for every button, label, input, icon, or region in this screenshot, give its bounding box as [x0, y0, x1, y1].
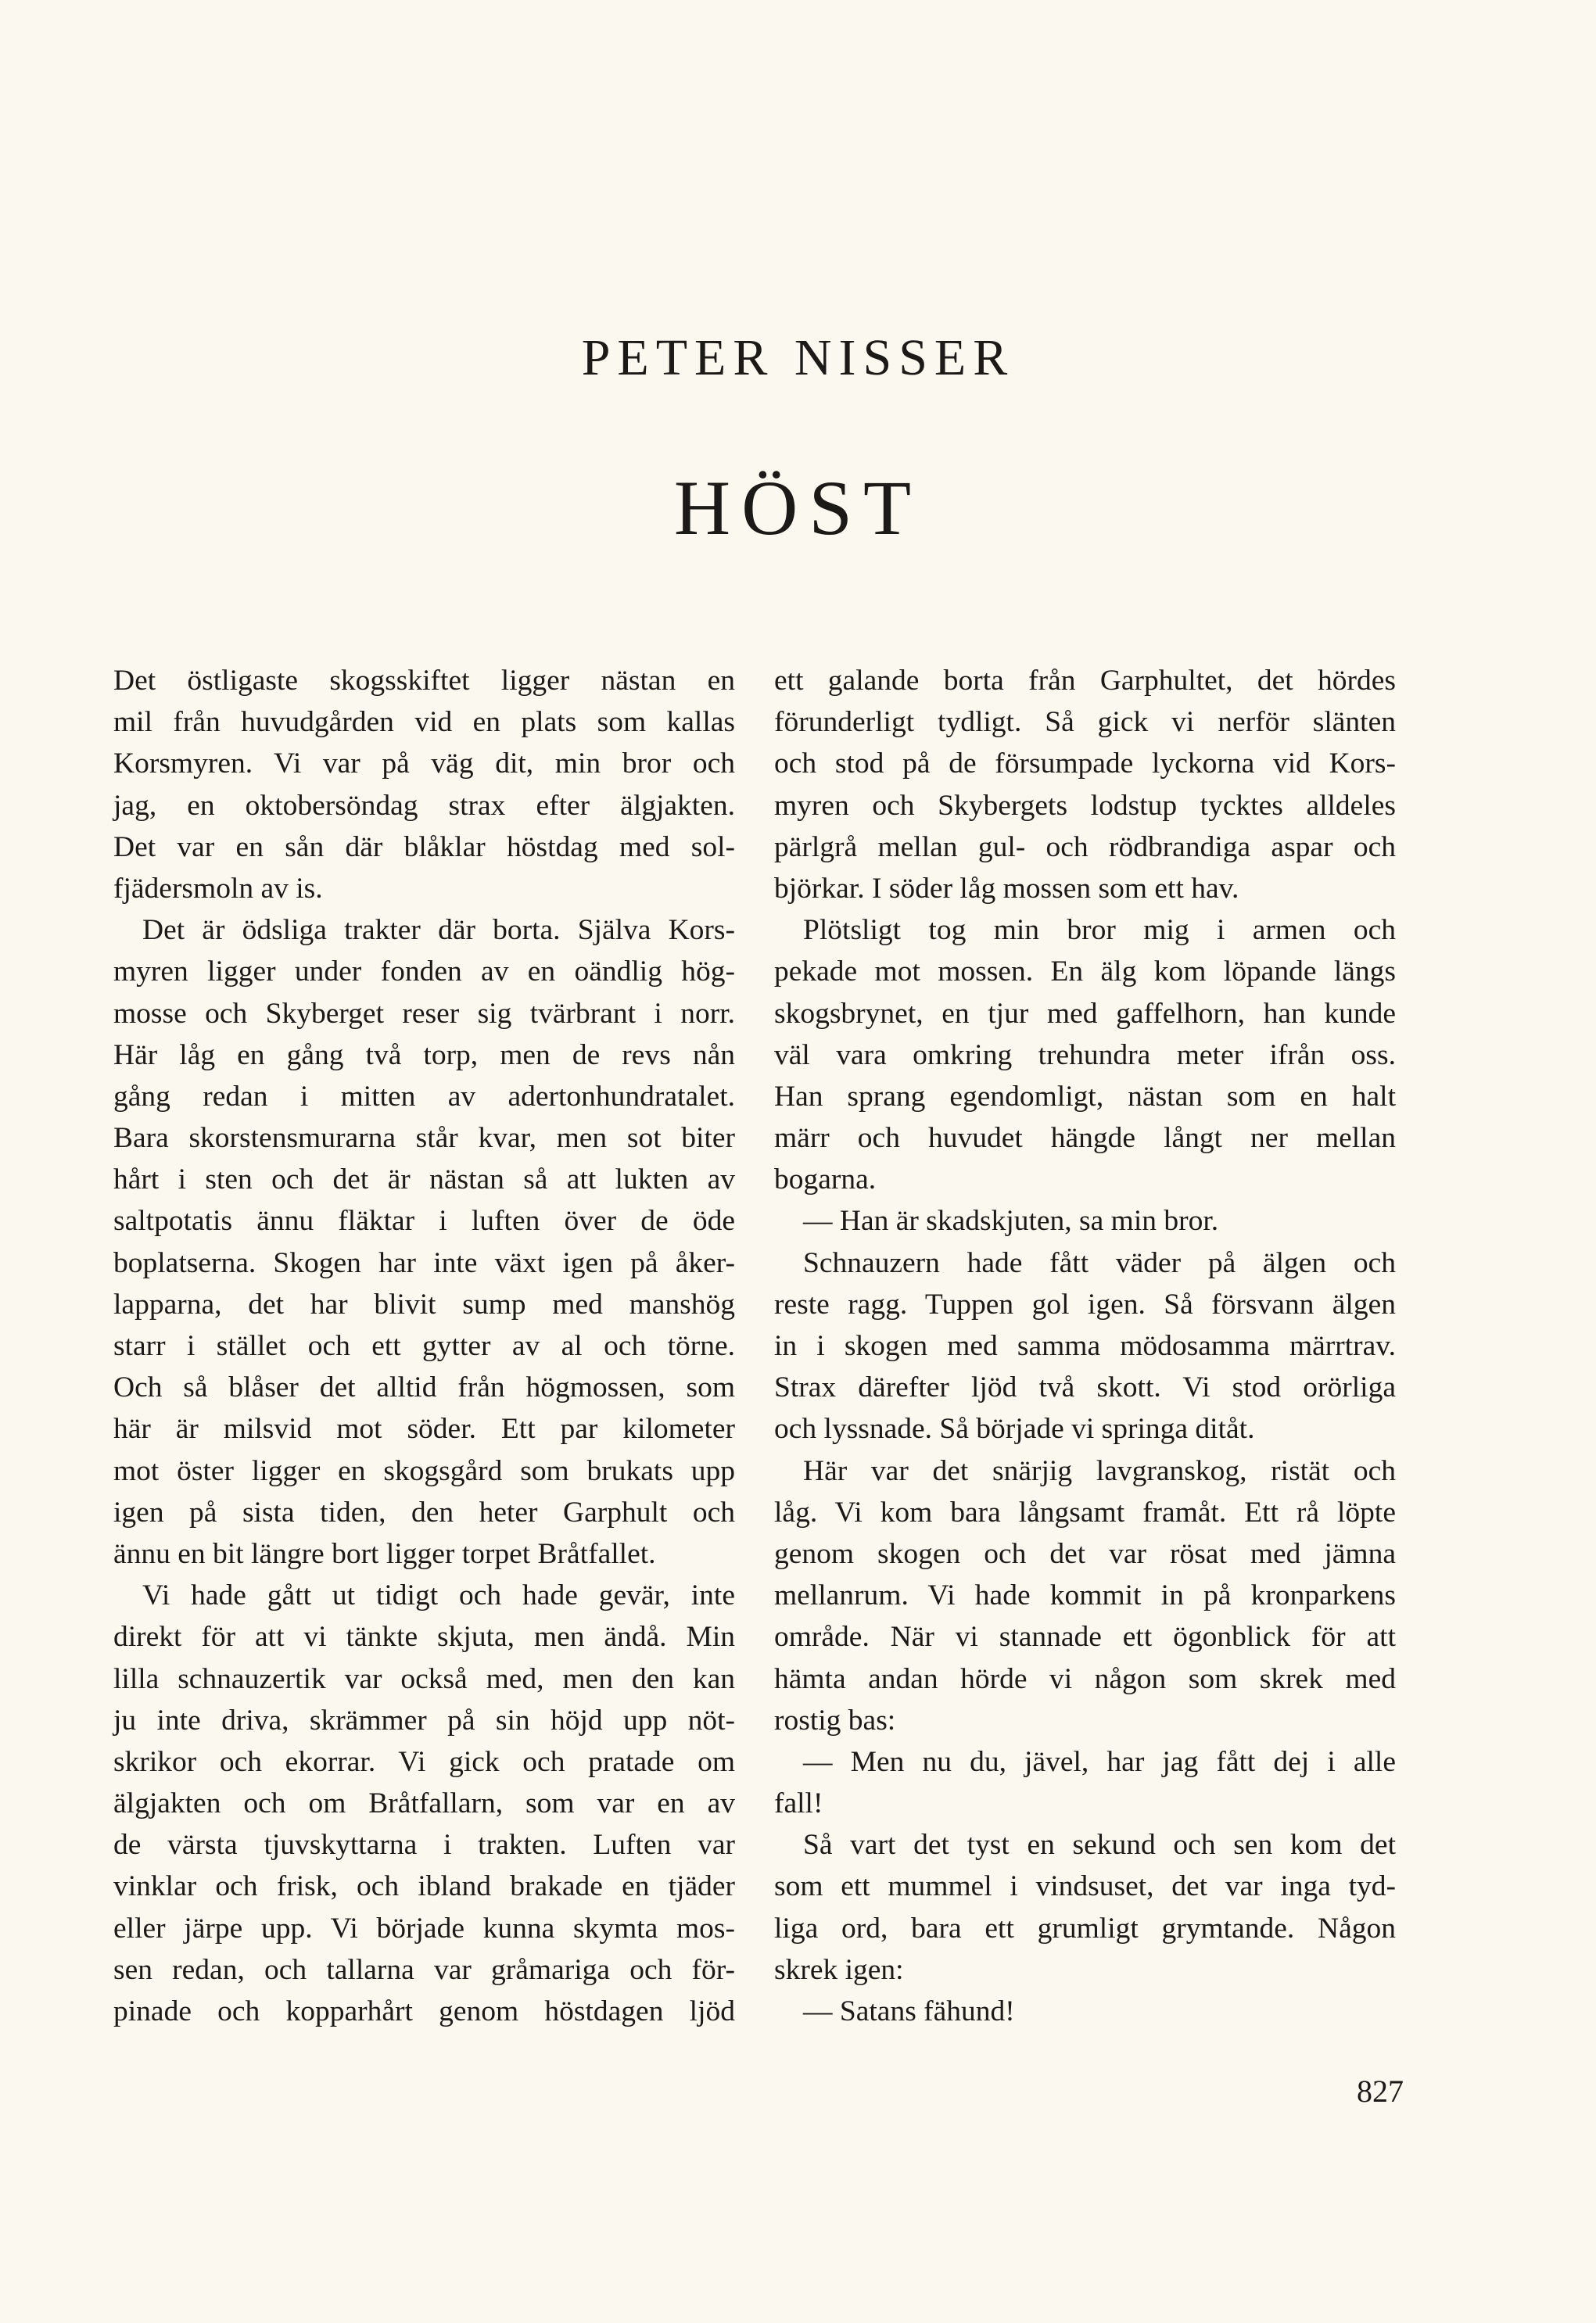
text-line: pinade och kopparhårt genom höstdagen ljöd — [113, 1995, 735, 2027]
left-text-column — [113, 660, 735, 2032]
paragraph — [113, 660, 735, 909]
text-line: ännu en bit längre bort ligger torpet Bråtfallet. — [113, 1537, 656, 1570]
text-line: hämta andan hörde vi någon som skrek med — [774, 1662, 1396, 1695]
paragraph — [774, 660, 1396, 909]
text-line: igen på sista tiden, den heter Garphult och — [113, 1496, 735, 1529]
text-line: älgjakten och om Bråtfallarn, som var en av — [113, 1787, 735, 1820]
text-line: skogsbrynet, en tjur med gaffelhorn, han kunde — [774, 997, 1396, 1030]
text-line: Här var det snärjig lavgranskog, ristät och — [803, 1454, 1396, 1487]
page-number: 827 — [1357, 2074, 1404, 2109]
text-line: jag, en oktobersöndag strax efter älgjakten. — [113, 789, 735, 822]
paragraph — [113, 1575, 735, 2032]
text-line: skrikor och ekorrar. Vi gick och pratade om — [113, 1745, 735, 1778]
text-line: Det är ödsliga trakter där borta. Själva Kors- — [142, 914, 735, 947]
text-line: ju inte driva, skrämmer på sin höjd upp nöt- — [113, 1704, 735, 1737]
text-line: boplatserna. Skogen har inte växt igen på åker- — [113, 1246, 735, 1279]
text-line: förunderligt tydligt. Så gick vi nerför slänten — [774, 706, 1396, 739]
text-line: ett galande borta från Garphultet, det hördes — [774, 665, 1396, 697]
text-line: Så vart det tyst en sekund och sen kom det — [803, 1829, 1396, 1862]
text-line: fjädersmoln av is. — [113, 872, 323, 905]
paragraph — [774, 1200, 1396, 1242]
text-line: — Men nu du, jävel, har jag fått dej i alle — [803, 1745, 1396, 1778]
text-line: pekade mot mossen. En älg kom löpande längs — [774, 955, 1396, 988]
text-line: Bara skorstensmurarna står kvar, men sot biter — [113, 1122, 735, 1155]
text-line: Schnauzern hade fått väder på älgen och — [803, 1246, 1396, 1279]
text-line: — Han är skadskjuten, sa min bror. — [803, 1205, 1219, 1238]
text-line: mellanrum. Vi hade kommit in på kronparkens — [774, 1579, 1396, 1612]
text-line: de värsta tjuvskyttarna i trakten. Luften var — [113, 1829, 735, 1862]
text-line: reste ragg. Tuppen gol igen. Så försvann älgen — [774, 1288, 1396, 1321]
text-line: hårt i sten och det är nästan så att lukten av — [113, 1163, 735, 1196]
story-title: HÖST — [673, 464, 923, 551]
text-line: genom skogen och det var rösat med jämna — [774, 1537, 1396, 1570]
text-line: område. När vi stannade ett ögonblick för att — [774, 1621, 1396, 1654]
text-line: sen redan, och tallarna var gråmariga och för- — [113, 1953, 735, 1986]
paragraph — [774, 1991, 1396, 2032]
text-line: björkar. I söder låg mossen som ett hav. — [774, 872, 1239, 905]
text-line: Strax därefter ljöd två skott. Vi stod orörliga — [774, 1371, 1396, 1404]
text-line: Och så blåser det alltid från högmossen, som — [113, 1371, 735, 1404]
text-line: rostig bas: — [774, 1704, 896, 1737]
text-line: in i skogen med samma mödosamma märrtrav. — [774, 1330, 1396, 1362]
text-line: och stod på de försumpade lyckorna vid Kors- — [774, 747, 1396, 780]
right-text-column — [774, 660, 1396, 2032]
text-line: och lyssnade. Så började vi springa ditåt. — [774, 1413, 1255, 1446]
text-line: fall! — [774, 1787, 823, 1820]
paragraph — [774, 1242, 1396, 1450]
text-line: mot öster ligger en skogsgård som brukats upp — [113, 1454, 735, 1487]
text-line: pärlgrå mellan gul- och rödbrandiga aspar och — [774, 830, 1396, 863]
paragraph — [774, 1824, 1396, 1991]
text-line: lilla schnauzertik var också med, men den kan — [113, 1662, 735, 1695]
text-line: lapparna, det har blivit sump med manshög — [113, 1288, 735, 1321]
paragraph — [774, 1741, 1396, 1824]
text-line: låg. Vi kom bara långsamt framåt. Ett rå löpte — [774, 1496, 1396, 1529]
text-line: märr och huvudet hängde långt ner mellan — [774, 1122, 1396, 1155]
text-line: som ett mummel i vindsuset, det var inga tyd- — [774, 1870, 1396, 1903]
paragraph — [113, 909, 735, 1575]
paragraph — [774, 909, 1396, 1200]
text-line: myren och Skybergets lodstup tycktes alldeles — [774, 789, 1396, 822]
text-line: saltpotatis ännu fläktar i luften över de öde — [113, 1205, 735, 1238]
text-line: Det var en sån där blåklar höstdag med sol- — [113, 830, 735, 863]
text-line: starr i stället och ett gytter av al och törne. — [113, 1330, 735, 1362]
text-line: mosse och Skyberget reser sig tvärbrant i norr. — [113, 997, 735, 1030]
text-line: Vi hade gått ut tidigt och hade gevär, inte — [142, 1579, 735, 1612]
text-line: direkt för att vi tänkte skjuta, men ändå. Min — [113, 1621, 735, 1654]
text-line: Korsmyren. Vi var på väg dit, min bror och — [113, 747, 735, 780]
text-line: bogarna. — [774, 1163, 877, 1196]
text-line: mil från huvudgården vid en plats som kallas — [113, 706, 735, 739]
text-line: Det östligaste skogsskiftet ligger nästan en — [113, 665, 735, 697]
text-line: eller järpe upp. Vi började kunna skymta mos- — [113, 1912, 735, 1945]
text-line: väl vara omkring trehundra meter ifrån oss. — [774, 1038, 1396, 1071]
text-line: liga ord, bara ett grumligt grymtande. Någon — [774, 1912, 1396, 1945]
author-heading: PETER NISSER — [581, 329, 1015, 386]
text-line: här är milsvid mot söder. Ett par kilometer — [113, 1413, 735, 1446]
text-line: myren ligger under fonden av en oändlig hög- — [113, 955, 735, 988]
paragraph — [774, 1450, 1396, 1741]
text-line: Här låg en gång två torp, men de revs nån — [113, 1038, 735, 1071]
text-line: Han sprang egendomligt, nästan som en halt — [774, 1080, 1396, 1113]
text-line: vinklar och frisk, och ibland brakade en tjäder — [113, 1870, 735, 1903]
text-line: gång redan i mitten av adertonhundratalet. — [113, 1080, 735, 1113]
text-line: skrek igen: — [774, 1953, 904, 1986]
text-line: — Satans fähund! — [803, 1995, 1015, 2027]
text-line: Plötsligt tog min bror mig i armen och — [803, 914, 1396, 947]
